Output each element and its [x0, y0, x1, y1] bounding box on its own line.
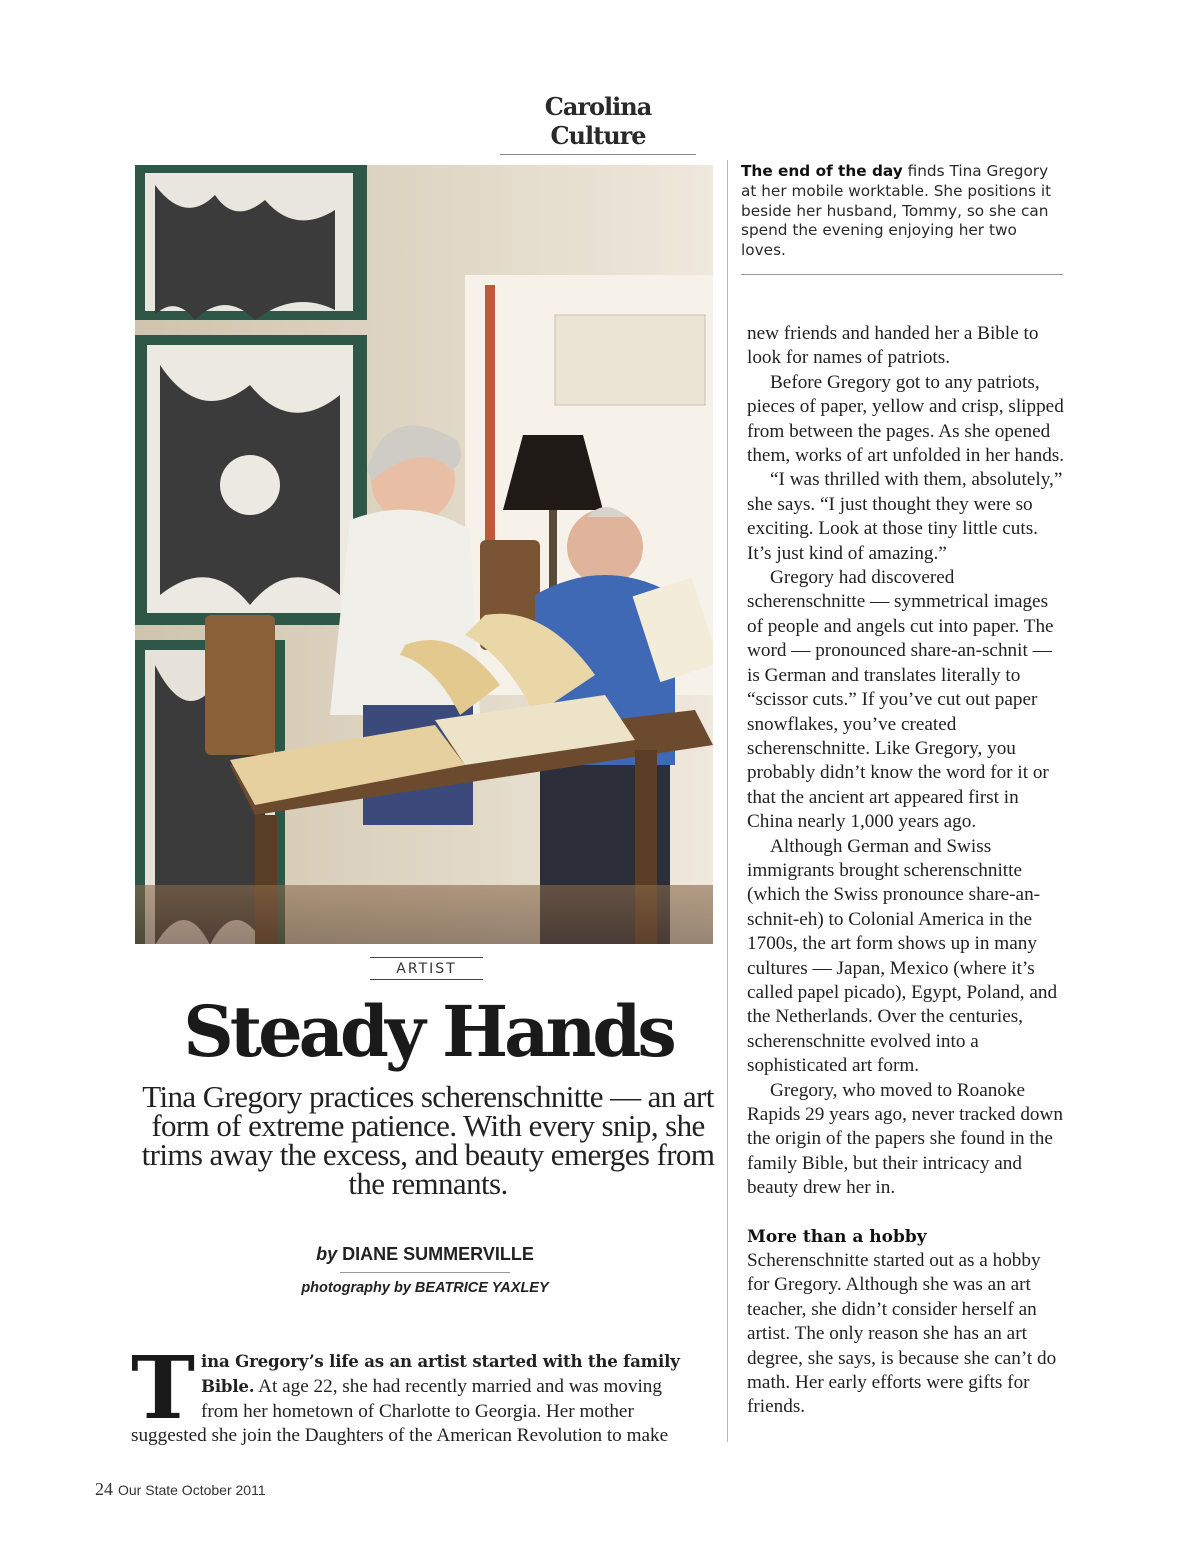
- lead-text: At age 22, she had recently married and was moving from her hometown of Charlotte to Georgia. Her mother suggested she join the Daughters of the American Revolution to make: [131, 1376, 669, 1447]
- body-paragraph: Before Gregory got to any patriots, pieces of paper, yellow and crisp, slipped from between the pages. As she opened them, works of art unfolded in her hands.: [747, 371, 1065, 467]
- page-footer: [95, 1479, 266, 1500]
- page-number: 24: [95, 1479, 113, 1499]
- feature-photo: [135, 165, 713, 944]
- framed-papercut-middle: [135, 335, 367, 625]
- caption-text: finds Tina Gregory at her mobile worktable. She positions it beside her husband, Tommy, so she can spend the evening enjoying her two loves.: [741, 162, 1052, 260]
- body-paragraph: Although German and Swiss immigrants brought scherenschnitte (which the Swiss pronounce share-an-schnit-eh) to Colonial America in the 1700s, the art form shows up in many cultures — Japan, Mexico (where it’s called papel picado), Egypt, Poland, and the Netherlands. Over the centuries, scherenschnitte evolved into a sophisticated art form.: [747, 835, 1058, 1077]
- byline: [280, 1244, 570, 1265]
- section-subhead: More than a hobby: [747, 1226, 927, 1247]
- article-headline: Steady Hands: [183, 990, 673, 1073]
- body-paragraph: new friends and handed her a Bible to look for names of patriots.: [747, 323, 1039, 369]
- body-paragraph: “I was thrilled with them, absolutely,” she says. “I just thought they were so exciting. Look at those tiny little cuts. It’s just kind of amazing.”: [747, 469, 1063, 564]
- photo-caption: [741, 162, 1063, 261]
- drop-cap: T: [131, 1338, 195, 1439]
- body-paragraph: Scherenschnitte started out as a hobby for Gregory. Although she was an art teacher, she didn’t consider herself an artist. The only reason she has an art degree, she says, is because she can’t do math. Her early efforts were gifts for friends.: [747, 1250, 1057, 1418]
- article-dek: Tina Gregory practices scherenschnitte — an art form of extreme patience. With every snip, she trims away the excess, and beauty emerges from the remnants.: [141, 1079, 715, 1201]
- framed-papercut-top: [135, 165, 367, 320]
- author-name: DIANE SUMMERVILLE: [342, 1244, 534, 1264]
- caption-lead: The end of the day: [741, 162, 903, 180]
- photo-illustration: [135, 165, 713, 944]
- body-paragraph: Gregory had discovered scherenschnitte — symmetrical images of people and angels cut into paper. The word — pronounced share-an-schnit — is German and translates literally to “scissor cuts.” If you’ve cut out paper snowflakes, you’ve created scherenschnitte. Like Gregory, you probably didn’t know the word for it or that the ancient art appeared first in China nearly 1,000 years ago.: [747, 567, 1054, 833]
- photo-credit: photography by BEATRICE YAXLEY: [301, 1280, 549, 1296]
- body-column: [747, 322, 1067, 1420]
- column-divider: [727, 160, 728, 1442]
- publication-name: Our State October 2011: [118, 1482, 266, 1498]
- byline-prefix: by: [316, 1244, 338, 1264]
- caption-divider: [741, 274, 1063, 275]
- section-title: Carolina Culture: [500, 92, 696, 155]
- body-paragraph: Gregory, who moved to Roanoke Rapids 29 years ago, never tracked down the origin of the papers she found in the family Bible, but their intricacy and beauty drew her in.: [747, 1079, 1063, 1199]
- lead-bold-text: ina Gregory’s life as an artist started with the family Bible.: [201, 1351, 680, 1397]
- article-lead-paragraph: [131, 1338, 703, 1449]
- article-kicker: ARTIST: [370, 957, 483, 980]
- byline-divider: [340, 1272, 510, 1273]
